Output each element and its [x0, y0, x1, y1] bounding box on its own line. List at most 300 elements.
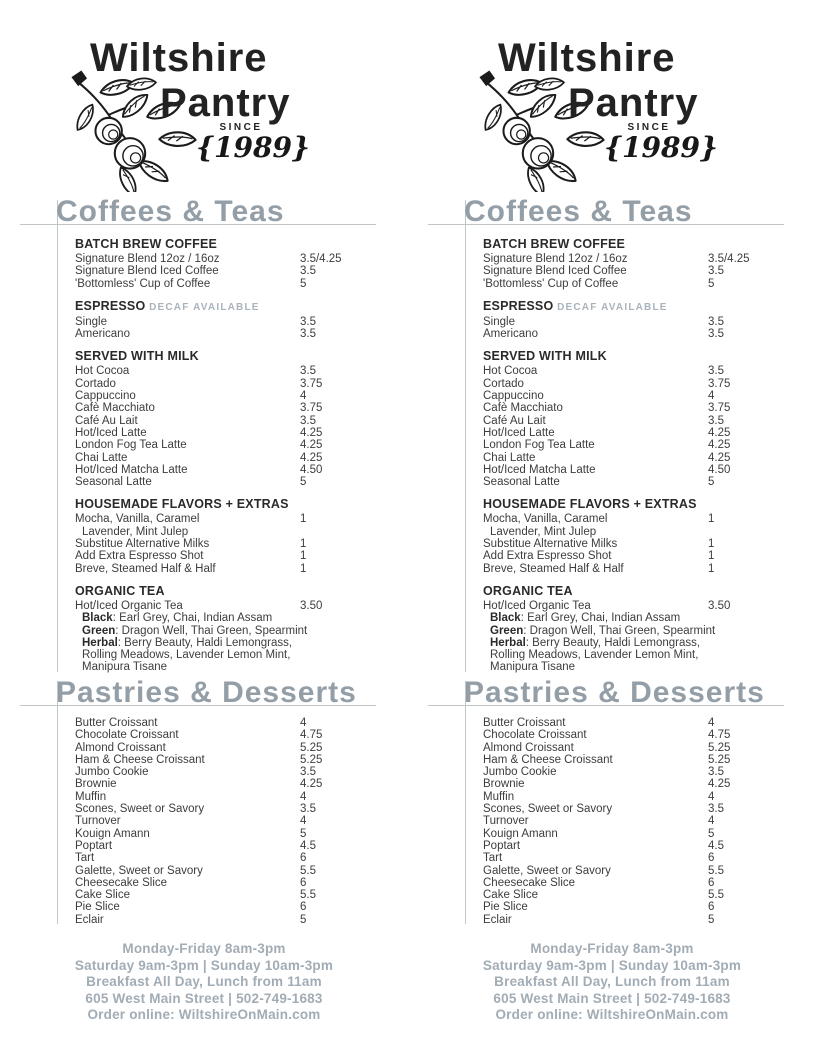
- menu-item-row: [483, 901, 784, 913]
- menu-section: [428, 676, 784, 926]
- item-price: 3.5: [708, 365, 724, 378]
- menu-item-row: [75, 828, 376, 840]
- footer-line: Monday-Friday 8am-3pm: [122, 941, 286, 956]
- item-price: 3.5: [708, 766, 724, 779]
- item-name: Single: [75, 315, 107, 328]
- group-title: ESPRESSO DECAF AVAILABLE: [483, 298, 668, 313]
- tea-note-label: Herbal: [490, 636, 526, 649]
- item-price: 4: [300, 790, 307, 803]
- item-name: Almond Croissant: [483, 741, 574, 754]
- item-price: 3.75: [300, 377, 323, 390]
- item-price: 4: [708, 390, 715, 403]
- item-price: 3.5: [300, 365, 316, 378]
- item-name: Muffin: [483, 790, 515, 803]
- item-name: Tart: [75, 852, 95, 865]
- menu-item-row: [483, 538, 784, 550]
- item-price: 1: [300, 550, 307, 563]
- item-price: 3.5/4.25: [300, 253, 342, 265]
- menu-item-row: [483, 840, 784, 852]
- logo-since-label: SINCE: [219, 122, 263, 133]
- item-name: Hot Cocoa: [75, 365, 130, 378]
- logo-since-year: {1989}: [196, 131, 310, 164]
- item-price: 4: [300, 815, 307, 828]
- menu-item-row: [75, 803, 376, 815]
- menu-item-row: [483, 265, 784, 277]
- item-price: 6: [708, 901, 715, 914]
- item-price: 1: [708, 550, 715, 563]
- menu-section: [428, 195, 784, 674]
- menu-item-row: [75, 852, 376, 864]
- menu-item-row: [483, 390, 784, 402]
- item-price: 3.75: [708, 402, 731, 415]
- item-price: 4.25: [300, 439, 323, 452]
- footer-line: Breakfast All Day, Lunch from 11am: [86, 974, 322, 990]
- menu-item-row: [483, 815, 784, 827]
- footer-line: Breakfast All Day, Lunch from 11am: [494, 974, 730, 990]
- item-price: 3.5: [708, 328, 724, 341]
- menu-item-row: [483, 877, 784, 889]
- item-name: Signature Blend 12oz / 16oz: [75, 253, 220, 265]
- tea-note-label: Black: [82, 612, 113, 625]
- menu-group: [428, 717, 784, 926]
- footer-line: Saturday 9am-3pm | Sunday 10am-3pm: [482, 957, 742, 973]
- item-name: Almond Croissant: [75, 741, 166, 754]
- item-price: 6: [300, 876, 307, 889]
- logo-wordmark-line1: Wiltshire: [90, 36, 268, 80]
- item-price: 5: [300, 827, 307, 840]
- group-title: ESPRESSO DECAF AVAILABLE: [75, 298, 260, 313]
- item-name: Cheesecake Slice: [483, 876, 576, 889]
- group-title: HOUSEMADE FLAVORS + EXTRAS: [75, 497, 289, 512]
- item-price: 4.5: [300, 839, 316, 852]
- item-name: Hot/Iced Organic Tea: [483, 599, 591, 612]
- item-price: 3.5: [708, 265, 724, 278]
- item-name: Seasonal Latte: [75, 476, 152, 489]
- item-price: 4.75: [300, 729, 323, 742]
- item-price: 6: [708, 852, 715, 865]
- section-heading: Coffees & Teas: [464, 195, 693, 228]
- tea-note-label: Herbal: [82, 636, 118, 649]
- menu-item-row: [483, 278, 784, 290]
- item-name: Kouign Amann: [483, 827, 558, 840]
- item-price: 3.50: [300, 599, 323, 612]
- item-price: 5: [708, 913, 715, 926]
- menu-item-row: [75, 717, 376, 729]
- item-name: Chocolate Croissant: [75, 729, 179, 742]
- menu-item-row: [483, 754, 784, 766]
- menu-item-row: [75, 538, 376, 550]
- item-name: Chocolate Croissant: [483, 729, 587, 742]
- menu-item-row: [483, 717, 784, 729]
- item-price: 4: [300, 390, 307, 403]
- logo-wordmark-line2: Pantry: [160, 81, 291, 125]
- menu-group: [428, 585, 784, 674]
- logo-since-label: SINCE: [627, 122, 671, 133]
- menu-group: [20, 585, 376, 674]
- item-price: 3.5: [300, 414, 316, 427]
- item-name: Cheesecake Slice: [75, 876, 168, 889]
- group-title: BATCH BREW COFFEE: [75, 237, 218, 251]
- menu-item-row: [483, 828, 784, 840]
- tea-note-text: : Dragon Well, Thai Green, Spearmint: [115, 624, 308, 637]
- item-name: Mocha, Vanilla, Caramel: [75, 513, 200, 526]
- logo: [408, 0, 816, 200]
- item-name: Muffin: [75, 790, 107, 803]
- footer-line: Order online: WiltshireOnMain.com: [87, 1007, 321, 1023]
- item-name: Butter Croissant: [483, 717, 566, 729]
- footer-line: Order online: WiltshireOnMain.com: [495, 1007, 729, 1023]
- tea-note: [75, 637, 318, 674]
- menu-item-row: [75, 253, 376, 265]
- menu-item-row: [75, 265, 376, 277]
- item-name: Scones, Sweet or Savory: [75, 803, 205, 816]
- menu-item-row: [75, 729, 376, 741]
- item-name: Ham & Cheese Croissant: [75, 753, 205, 766]
- menu-item-row: [483, 550, 784, 562]
- tea-note: [75, 612, 318, 624]
- item-price: 5.25: [708, 753, 731, 766]
- menu-item-row: [75, 901, 376, 913]
- item-price: 3.50: [708, 599, 731, 612]
- item-name: Turnover: [75, 815, 121, 828]
- item-name: Butter Croissant: [75, 717, 158, 729]
- menu-item-row: [75, 778, 376, 790]
- section-vertical-rule: [465, 681, 466, 924]
- tea-note-label: Green: [490, 624, 524, 637]
- item-name: Cafè Macchiato: [75, 402, 155, 415]
- menu-item-row: [75, 439, 376, 451]
- item-name: Cortado: [75, 377, 116, 390]
- item-name: Hot/Iced Matcha Latte: [75, 463, 188, 476]
- item-name: Add Extra Espresso Shot: [75, 550, 204, 563]
- menu-section: [20, 676, 376, 926]
- menu-group: [20, 498, 376, 574]
- menu-item-row: [483, 476, 784, 488]
- item-name: Chai Latte: [75, 451, 128, 464]
- group-title: BATCH BREW COFFEE: [483, 237, 626, 251]
- menu-group: [20, 238, 376, 290]
- menu-item-row: [75, 914, 376, 926]
- item-price: 5.5: [708, 864, 724, 877]
- item-name: Café Au Lait: [483, 414, 546, 427]
- menu-item-row: [483, 778, 784, 790]
- menu-footer: [0, 941, 408, 1024]
- tea-note-text: : Earl Grey, Chai, Indian Assam: [520, 612, 681, 625]
- item-price: 4.25: [300, 451, 323, 464]
- item-price: 3.5: [300, 766, 316, 779]
- group-subtitle: DECAF AVAILABLE: [557, 301, 668, 313]
- menu-item-row: [75, 464, 376, 476]
- item-name: Brownie: [75, 778, 117, 791]
- menu-item-row: [483, 865, 784, 877]
- item-name: Seasonal Latte: [483, 476, 560, 489]
- item-price: 6: [300, 901, 307, 914]
- item-name: Hot/Iced Matcha Latte: [483, 463, 596, 476]
- menu-group: [428, 300, 784, 341]
- item-continuation: Lavender, Mint Julep: [82, 525, 189, 538]
- item-name: Hot/Iced Latte: [483, 426, 555, 439]
- item-name: Galette, Sweet or Savory: [75, 864, 203, 877]
- group-subtitle: DECAF AVAILABLE: [149, 301, 260, 313]
- menu-item-row: [75, 766, 376, 778]
- menu-item-row: [483, 563, 784, 575]
- logo-since-year: {1989}: [604, 131, 718, 164]
- item-name: Signature Blend Iced Coffee: [75, 265, 219, 278]
- logo-wordmark-line2: Pantry: [568, 81, 699, 125]
- menu-item-row: [75, 754, 376, 766]
- menu-item-row: [483, 742, 784, 754]
- item-name: Cappuccino: [483, 390, 544, 403]
- logo-wordmark-line1: Wiltshire: [498, 36, 676, 80]
- item-name: Poptart: [75, 839, 113, 852]
- item-price: 4.25: [300, 778, 323, 791]
- menu-item-row: [75, 378, 376, 390]
- item-price: 4.25: [300, 426, 323, 439]
- group-title: SERVED WITH MILK: [75, 349, 199, 364]
- item-price: 4.25: [708, 778, 731, 791]
- item-name: Pie Slice: [75, 901, 120, 914]
- item-price: 3.5: [708, 414, 724, 427]
- item-name: Cake Slice: [483, 889, 538, 902]
- menu-copy-2: [408, 0, 816, 1056]
- menu-group: [428, 498, 784, 574]
- item-name: Mocha, Vanilla, Caramel: [483, 513, 608, 526]
- item-price: 4.75: [708, 729, 731, 742]
- item-name: Cortado: [483, 377, 524, 390]
- menu-item-row: [75, 865, 376, 877]
- item-price: 3.5: [300, 803, 316, 816]
- item-price: 4.5: [708, 839, 724, 852]
- section-heading-row: [428, 676, 784, 709]
- menu-item-row: [483, 464, 784, 476]
- menu-group: [428, 238, 784, 290]
- menu-item-row: [483, 439, 784, 451]
- item-name: Americano: [483, 328, 538, 341]
- tea-note: [75, 625, 318, 637]
- menu-item-row: [75, 877, 376, 889]
- item-name: Cake Slice: [75, 889, 130, 902]
- item-price: 4: [708, 815, 715, 828]
- item-price: 3.5: [300, 265, 316, 278]
- menu-item-row: [75, 476, 376, 488]
- menu-item-row: [483, 852, 784, 864]
- footer-line: Monday-Friday 8am-3pm: [530, 941, 694, 956]
- menu-item-row: [75, 742, 376, 754]
- menu-item-row: [75, 889, 376, 901]
- menu-item-row: [75, 513, 376, 525]
- item-name: Eclair: [483, 913, 512, 926]
- menu-item-row: [75, 328, 376, 340]
- menu-item-row: [75, 390, 376, 402]
- item-price: 6: [708, 876, 715, 889]
- menu-item-row: [75, 563, 376, 575]
- item-price: 4: [300, 717, 307, 729]
- menu-item-row: [75, 427, 376, 439]
- footer-line: 605 West Main Street | 502-749-1683: [493, 990, 731, 1006]
- tea-note: [483, 637, 726, 674]
- item-price: 3.5/4.25: [708, 253, 750, 265]
- menu-item-row: [75, 550, 376, 562]
- section-vertical-rule: [57, 681, 58, 924]
- item-name: Breve, Steamed Half & Half: [75, 562, 216, 575]
- item-price: 3.5: [708, 315, 724, 328]
- item-name: Tart: [483, 852, 503, 865]
- menu-item-row: [75, 815, 376, 827]
- menu-item-row: [483, 791, 784, 803]
- menu-item-row: [75, 316, 376, 328]
- logo: [0, 0, 408, 200]
- item-price: 5.5: [300, 889, 316, 902]
- item-price: 1: [708, 562, 715, 575]
- menu-item-row: [483, 600, 784, 612]
- item-price: 5: [708, 827, 715, 840]
- item-price: 5: [300, 913, 307, 926]
- tea-note-text: : Dragon Well, Thai Green, Spearmint: [523, 624, 716, 637]
- item-name: Breve, Steamed Half & Half: [483, 562, 624, 575]
- item-name: Galette, Sweet or Savory: [483, 864, 611, 877]
- menu-item-row: [483, 889, 784, 901]
- item-price: 1: [708, 538, 715, 551]
- item-price: 4.50: [708, 463, 731, 476]
- item-name: Single: [483, 315, 515, 328]
- menu-item-row: [483, 803, 784, 815]
- item-price: 3.5: [300, 328, 316, 341]
- tea-note-label: Black: [490, 612, 521, 625]
- item-price: 5: [300, 476, 307, 489]
- tea-note-text: : Berry Beauty, Haldi Lemongrass, Rolling Meadows, Lavender Lemon Mint, Manipura Tisane: [490, 636, 701, 674]
- menu-item-row: [75, 600, 376, 612]
- item-name: Brownie: [483, 778, 525, 791]
- menu-item-row: [483, 914, 784, 926]
- menu-item-row: [483, 729, 784, 741]
- menu-item-row: [75, 452, 376, 464]
- footer-line: 605 West Main Street | 502-749-1683: [85, 990, 323, 1006]
- item-name: Cafè Macchiato: [483, 402, 563, 415]
- menu-item-row: [75, 791, 376, 803]
- item-name: Scones, Sweet or Savory: [483, 803, 613, 816]
- item-name: Pie Slice: [483, 901, 528, 914]
- item-price: 4.25: [708, 426, 731, 439]
- menu-item-row: [483, 316, 784, 328]
- menu-item-row: [483, 365, 784, 377]
- item-name: Hot/Iced Organic Tea: [75, 599, 183, 612]
- menu-group: [428, 350, 784, 488]
- section-heading: Pastries & Desserts: [56, 676, 357, 709]
- section-heading-row: [428, 195, 784, 228]
- item-price: 4.25: [708, 439, 731, 452]
- item-price: 1: [300, 538, 307, 551]
- item-name: Jumbo Cookie: [75, 766, 149, 779]
- item-name: Substitue Alternative Milks: [75, 538, 210, 551]
- menu-item-row: [483, 378, 784, 390]
- menu-group: [20, 350, 376, 488]
- tea-note: [483, 625, 726, 637]
- item-price: 3.5: [300, 315, 316, 328]
- menu-footer: [408, 941, 816, 1024]
- item-name: Ham & Cheese Croissant: [483, 753, 613, 766]
- group-title: ORGANIC TEA: [75, 583, 165, 598]
- menu-item-row: [483, 427, 784, 439]
- item-name: Signature Blend 12oz / 16oz: [483, 253, 628, 265]
- item-price: 5.25: [300, 741, 323, 754]
- item-name: Substitue Alternative Milks: [483, 538, 618, 551]
- item-price: 3.5: [708, 803, 724, 816]
- menu-section: [20, 195, 376, 674]
- group-title: ORGANIC TEA: [483, 583, 573, 598]
- menu-group: [20, 717, 376, 926]
- item-name: 'Bottomless' Cup of Coffee: [483, 277, 619, 290]
- group-title: HOUSEMADE FLAVORS + EXTRAS: [483, 497, 697, 512]
- item-price: 4: [708, 717, 715, 729]
- item-name: Add Extra Espresso Shot: [483, 550, 612, 563]
- section-heading: Pastries & Desserts: [464, 676, 765, 709]
- item-name: Signature Blend Iced Coffee: [483, 265, 627, 278]
- item-price: 1: [300, 562, 307, 575]
- menu-item-row: [75, 365, 376, 377]
- item-name: London Fog Tea Latte: [75, 439, 187, 452]
- item-price: 5.25: [708, 741, 731, 754]
- item-name: Poptart: [483, 839, 521, 852]
- item-continuation: Lavender, Mint Julep: [490, 525, 597, 538]
- menu-item-row: [75, 402, 376, 414]
- menu-group: [20, 300, 376, 341]
- menu-item-row: [483, 513, 784, 525]
- item-name: Cappuccino: [75, 390, 136, 403]
- menu-item-row: [75, 840, 376, 852]
- item-name: 'Bottomless' Cup of Coffee: [75, 277, 211, 290]
- section-heading-row: [20, 676, 376, 709]
- item-price: 1: [708, 513, 715, 526]
- item-price: 5.5: [708, 889, 724, 902]
- item-name: Americano: [75, 328, 130, 341]
- menu-item-row: [483, 253, 784, 265]
- item-price: 1: [300, 513, 307, 526]
- item-name: Eclair: [75, 913, 104, 926]
- menu-item-row: [75, 278, 376, 290]
- menu-item-row: [483, 452, 784, 464]
- item-price: 3.75: [708, 377, 731, 390]
- item-price: 5.5: [300, 864, 316, 877]
- item-name: Café Au Lait: [75, 414, 138, 427]
- tea-note-text: : Berry Beauty, Haldi Lemongrass, Rolling Meadows, Lavender Lemon Mint, Manipura Tisane: [82, 636, 293, 674]
- item-name: Turnover: [483, 815, 529, 828]
- item-price: 5: [708, 277, 715, 290]
- tea-note-label: Green: [82, 624, 116, 637]
- section-heading-row: [20, 195, 376, 228]
- item-price: 6: [300, 852, 307, 865]
- section-vertical-rule: [465, 200, 466, 672]
- item-price: 3.75: [300, 402, 323, 415]
- menu-item-row: [483, 328, 784, 340]
- section-vertical-rule: [57, 200, 58, 672]
- item-price: 5: [708, 476, 715, 489]
- item-price: 4.50: [300, 463, 323, 476]
- group-title: SERVED WITH MILK: [483, 349, 607, 364]
- item-name: Jumbo Cookie: [483, 766, 557, 779]
- tea-note-text: : Earl Grey, Chai, Indian Assam: [112, 612, 273, 625]
- footer-line: Saturday 9am-3pm | Sunday 10am-3pm: [74, 957, 334, 973]
- menu-item-row: [483, 402, 784, 414]
- tea-note: [483, 612, 726, 624]
- item-name: Chai Latte: [483, 451, 536, 464]
- item-price: 5.25: [300, 753, 323, 766]
- item-price: 4.25: [708, 451, 731, 464]
- item-name: Hot/Iced Latte: [75, 426, 147, 439]
- item-name: Hot Cocoa: [483, 365, 538, 378]
- menu-item-row: [483, 415, 784, 427]
- section-heading: Coffees & Teas: [56, 195, 285, 228]
- menu-item-row: [483, 766, 784, 778]
